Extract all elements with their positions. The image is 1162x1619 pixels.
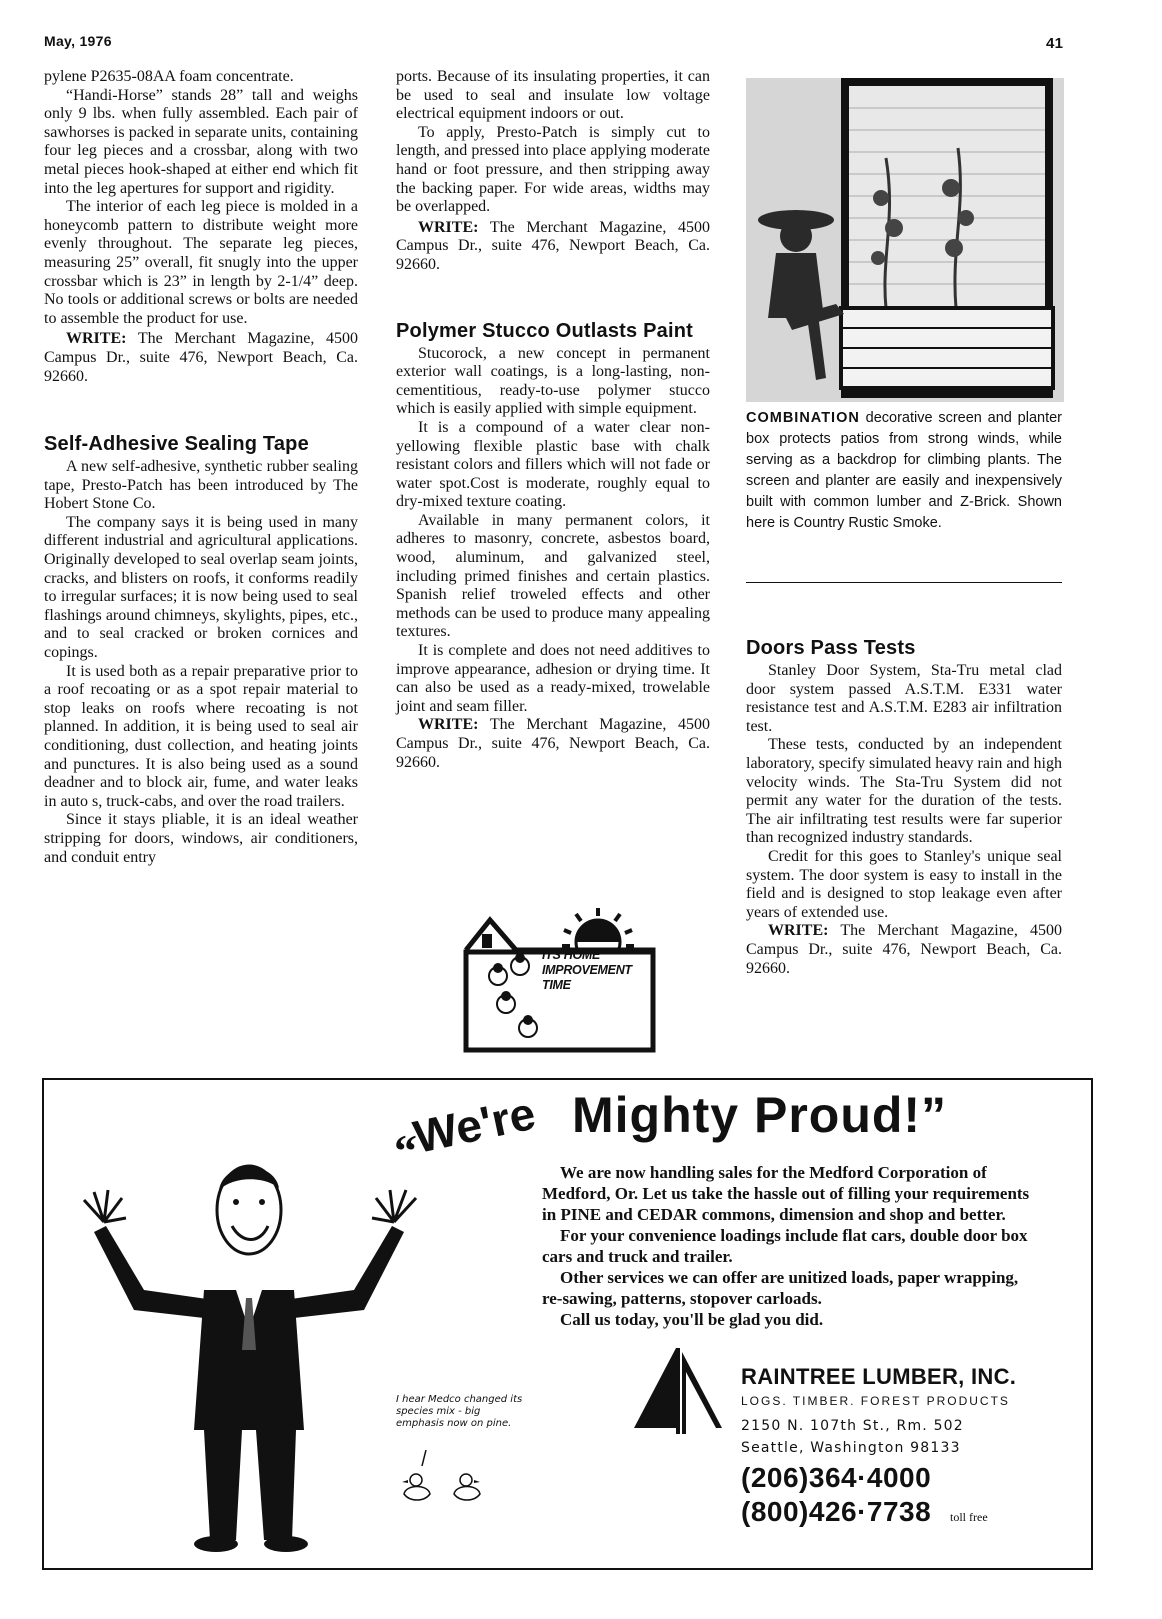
handwritten-note: I hear Medco changed its species mix - big emphasis now on pine.: [396, 1394, 523, 1429]
ad-highlight-cedar: CEDAR: [636, 1205, 698, 1224]
photo-illustration: [746, 78, 1064, 402]
write-address: [396, 716, 710, 772]
phone-local: (206)364·4000: [741, 1462, 932, 1493]
ad-highlight-pine: PINE: [560, 1205, 602, 1224]
paragraph: A new self-adhesive, synthetic rubber sealing tape, Presto-Patch has been introduced by The Hobert Stone Co.: [44, 458, 358, 513]
address-street: 2150 N. 107th St., Rm. 502: [741, 1418, 964, 1434]
photo-caption: [746, 408, 1062, 534]
paragraph: Stucorock, a new concept in permanent exterior wall coatings, is a long-lasting, non-cementitious, ready-to-use polymer stucco which is easily applied with simple equipment.: [396, 344, 710, 418]
company-name: RAINTREE LUMBER, INC.: [741, 1364, 1017, 1389]
paragraph: Stanley Door System, Sta-Tru metal clad door system passed A.S.T.M. E331 water resistance test and A.S.T.M. E283 air infiltration test.: [746, 662, 1062, 735]
paragraph: The interior of each leg piece is molded in a honeycomb pattern to distribute weight more evenly throughout. The separate leg pieces, measuring 25” overall, fit snugly into the upper crossbar which is 23” in length by 2-1/4” deep. No tools or additional screws or bolts are needed to assemble the product for use.: [44, 198, 358, 327]
raintree-logo: [634, 1348, 724, 1438]
ad-body: [542, 1162, 1042, 1330]
write-text: The Merchant Magazine, 4500 Campus Dr., suite 476, Newport Beach, Ca. 92660.: [44, 330, 358, 385]
article-heading-sealing-tape: Self-Adhesive Sealing Tape: [44, 433, 309, 456]
column-3: [746, 636, 1062, 978]
write-label: WRITE:: [418, 716, 479, 734]
column-2: [396, 68, 710, 772]
write-label: WRITE:: [768, 922, 829, 940]
paragraph: It is a compound of a water clear non-yellowing flexible plastic base with chalk resistant colors and fillers which will not fade or water spot.Cost is moderate, roughly equal to dry-mixed texture coating.: [396, 418, 710, 511]
paragraph: Since it stays pliable, it is an ideal weather stripping for doors, windows, air conditioners, and conduit entry: [44, 811, 358, 866]
write-text: The Merchant Magazine, 4500 Campus Dr., suite 476, Newport Beach, Ca. 92660.: [396, 716, 710, 771]
caption-divider: [746, 582, 1062, 583]
ad-paragraph: Other services we can offer are unitized loads, paper wrapping, re-sawing, patterns, stopover carloads.: [542, 1268, 1019, 1308]
paragraph: It is complete and does not need additives to improve appearance, adhesion or drying time. It can also be used as a ready-mixed, trowelable joint and seam filler.: [396, 642, 710, 715]
write-address: [746, 922, 1062, 978]
headline-mighty-proud: Mighty Proud!”: [572, 1087, 948, 1143]
paragraph: Credit for this goes to Stanley's unique seal system. The door system is easy to install in the field and is designed to stop leakage even after years of extended use.: [746, 847, 1062, 921]
headline-quote-open: “: [394, 1125, 417, 1176]
ad-text: We are now handling sales for the Medford Corporation of Medford, Or. Let us take the hassle out of filling your requirements in: [542, 1163, 1030, 1224]
write-label: WRITE:: [66, 330, 127, 348]
paragraph: To apply, Presto-Patch is simply cut to length, and pressed into place applying moderate hand or foot pressure, and then stripping away the backing paper. For wide areas, widths may be overlapped.: [396, 123, 710, 216]
patio-screen-photo: [746, 78, 1064, 402]
paragraph: Available in many permanent colors, it adheres to masonry, concrete, asbestos board, wood, aluminum, and galvanized steel, including primed finishes and certain plastics. Spanish relief troweled effects and other methods can be used to produce many appealing textures.: [396, 511, 710, 641]
paragraph: “Handi-Horse” stands 28” tall and weighs only 9 lbs. when fully assembled. Each pair of sawhorses is packed in separate units, containing four leg pieces and a crossbar, along with two metal pieces hook-shaped at either end which fit into the leg apertures for support and rigidity.: [44, 86, 358, 197]
ad-paragraph: Call us today, you'll be glad you did.: [560, 1310, 824, 1329]
ad-paragraph: [542, 1162, 1042, 1225]
phone-toll-free: (800)426·7738: [741, 1496, 932, 1527]
page-number: 41: [1046, 35, 1064, 52]
write-address: [396, 219, 710, 275]
paragraph: pylene P2635-08AA foam concentrate.: [44, 68, 294, 85]
paragraph: ports. Because of its insulating properties, it can be used to seal and insulate low voltage electrical equipment indoors or out.: [396, 68, 710, 123]
write-address: [44, 330, 358, 386]
company-tagline: LOGS. TIMBER. FOREST PRODUCTS: [741, 1394, 1010, 1408]
ducks-illustration: [394, 1450, 514, 1510]
home-improvement-text: ITS HOME IMPROVEMENT TIME: [542, 948, 632, 992]
raintree-advertisement: [42, 1078, 1093, 1570]
write-text: The Merchant Magazine, 4500 Campus Dr., suite 476, Newport Beach, Ca. 92660.: [746, 922, 1062, 977]
issue-date: May, 1976: [44, 33, 112, 49]
headline-we: We're: [408, 1086, 540, 1164]
address-city: Seattle, Washington 98133: [741, 1440, 961, 1456]
ad-paragraph: For your convenience loadings include flat cars, double door box cars and truck and trailer.: [542, 1226, 1028, 1266]
raintree-triangle-icon: [634, 1348, 724, 1438]
paragraph: The company says it is being used in many different industrial and agricultural applications. Originally developed to seal overlap seam joints, cracks, and blisters on roofs, it conforms readily to irregular surfaces; it is now being used to seal flashings around chimneys, skylights, pipes, etc., and to seal cracked or broken cornices and copings.: [44, 513, 358, 662]
paragraph: It is used both as a repair preparative prior to a roof recoating or as a spot repair material to stop leaks on roofs where recoating is not planned. In addition, it is being used to seal air conditioning, dust collection, and heating joints and punctures. It is also being used as a sound deadner and to block air, fume, and water leaks in auto s, truck-cabs, and over the road trailers.: [44, 662, 358, 810]
ad-text: commons, dimension and shop and better.: [701, 1205, 1006, 1224]
article-heading-doors: Doors Pass Tests: [746, 637, 916, 659]
caption-lead: COMBINATION: [746, 410, 860, 426]
article-heading-polymer-stucco: Polymer Stucco Outlasts Paint: [396, 319, 693, 342]
write-text: The Merchant Magazine, 4500 Campus Dr., suite 476, Newport Beach, Ca. 92660.: [396, 218, 710, 273]
home-improvement-logo: [458, 900, 678, 1060]
write-label: WRITE:: [418, 218, 479, 236]
toll-free-label: toll free: [950, 1510, 988, 1524]
column-1: [44, 68, 358, 867]
caption-text: decorative screen and planter box protects patios from strong winds, while serving as a backdrop for climbing plants. The screen and planter are easily and inexpensively built with common lumber and Z-Brick. Shown here is Country Rustic Smoke.: [746, 410, 1062, 531]
duck-icon: [394, 1450, 514, 1510]
paragraph: These tests, conducted by an independent laboratory, specify simulated heavy rain and high velocity winds. The Sta-Tru System did not permit any water for the duration of the tests. The air infiltrating test results were far superior than recognized industry standards.: [746, 736, 1062, 847]
ad-text: and: [605, 1205, 633, 1224]
